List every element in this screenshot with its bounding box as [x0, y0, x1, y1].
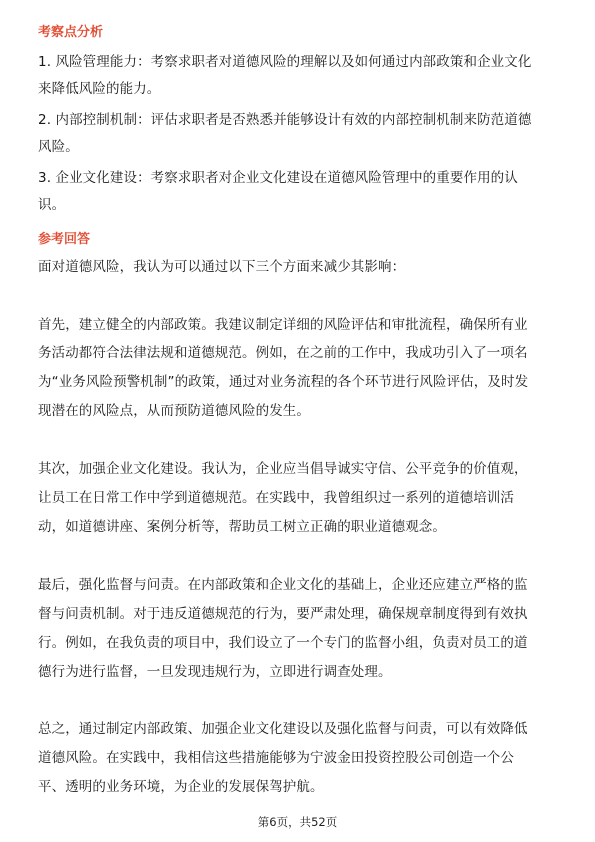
answer-paragraph-line: 务活动都符合法律法规和道德规范。例如，在之前的工作中，我成功引入了一项名 [38, 345, 528, 361]
analysis-line: 风险。 [38, 139, 79, 155]
answer-paragraph-line: 为“业务风险预警机制”的政策，通过对业务流程的各个环节进行风险评估，及时发 [38, 374, 529, 390]
answer-intro: 面对道德风险，我认为可以通过以下三个方面来减少其影响： [38, 259, 406, 275]
answer-paragraph-line: 道德风险。在实践中，我相信这些措施能够为宁波金田投资控股公司创造一个公 [38, 750, 514, 766]
answer-paragraph-line: 督与问责机制。对于违反道德规范的行为，要严肃处理，确保规章制度得到有效执 [38, 606, 528, 622]
answer-heading: 参考回答 [38, 232, 91, 247]
answer-paragraph-line: 首先，建立健全的内部政策。我建议制定详细的风险评估和审批流程，确保所有业 [38, 317, 528, 333]
answer-paragraph-line: 总之，通过制定内部政策、加强企业文化建设以及强化监督与问责，可以有效降低 [38, 721, 528, 737]
answer-paragraph-line: 平、透明的业务环境，为企业的发展保驾护航。 [38, 779, 324, 795]
analysis-heading: 考察点分析 [38, 25, 104, 40]
answer-paragraph-line: 让员工在日常工作中学到道德规范。在实践中，我曾组织过一系列的道德培训活 [38, 490, 514, 506]
answer-paragraph-line: 动，如道德讲座、案例分析等，帮助员工树立正确的职业道德观念。 [38, 519, 446, 535]
answer-paragraph-line: 其次，加强企业文化建设。我认为，企业应当倡导诚实守信、公平竞争的价值观， [38, 461, 528, 477]
analysis-line: 3. 企业文化建设：考察求职者对企业文化建设在道德风险管理中的重要作用的认 [38, 170, 518, 186]
analysis-line: 1. 风险管理能力：考察求职者对道德风险的理解以及如何通过内部政策和企业文化 [38, 54, 532, 70]
answer-paragraph-line: 现潜在的风险点，从而预防道德风险的发生。 [38, 403, 310, 419]
analysis-line: 来降低风险的能力。 [38, 81, 161, 97]
answer-paragraph-line: 德行为进行监督，一旦发现违规行为，立即进行调查处理。 [38, 664, 392, 680]
answer-paragraph-line: 最后，强化监督与问责。在内部政策和企业文化的基础上，企业还应建立严格的监 [38, 577, 528, 593]
answer-paragraph-line: 行。例如，在我负责的项目中，我们设立了一个专门的监督小组，负责对员工的道 [38, 635, 528, 651]
analysis-line: 识。 [38, 197, 66, 213]
analysis-line: 2. 内部控制机制：评估求职者是否熟悉并能够设计有效的内部控制机制来防范道德 [38, 112, 532, 128]
page-number: 第6页，共52页 [257, 815, 338, 829]
